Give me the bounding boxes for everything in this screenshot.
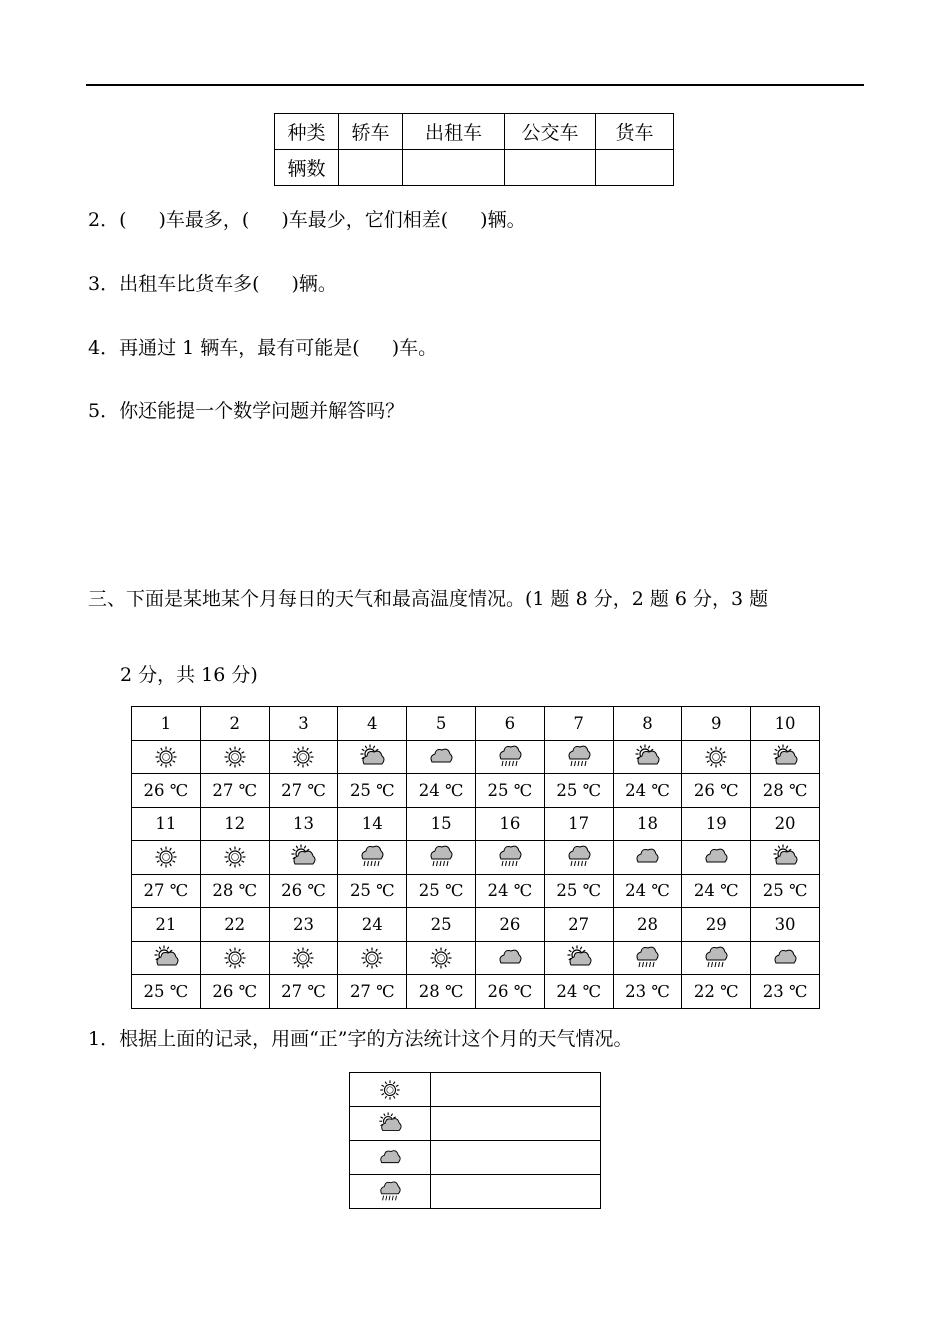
count-blank-cell[interactable] <box>339 150 403 186</box>
temperature-cell: 25 ℃ <box>751 874 820 908</box>
temperature-cell: 24 ℃ <box>407 774 476 808</box>
tally-icon-cell <box>350 1141 431 1175</box>
type-header-cell: 种类 <box>275 114 339 150</box>
temperature-cell: 27 ℃ <box>338 975 407 1009</box>
type-truck-cell: 货车 <box>596 114 674 150</box>
partly-cloudy-icon <box>359 744 385 770</box>
day-number-cell: 28 <box>613 908 682 942</box>
rainy-icon <box>359 844 385 870</box>
cloudy-icon <box>497 945 523 971</box>
section-3-question-1: 1．根据上面的记录，用画“正”字的方法统计这个月的天气情况。 <box>88 1028 633 1050</box>
cloudy-icon <box>703 844 729 870</box>
tally-table <box>349 1072 601 1209</box>
weather-icon-cell <box>613 941 682 975</box>
sunny-icon <box>703 744 729 770</box>
day-number-cell: 27 <box>544 908 613 942</box>
weather-icon-cell <box>338 841 407 875</box>
day-number-cell: 30 <box>751 908 820 942</box>
weather-icon-row <box>132 841 820 875</box>
type-taxi-cell: 出租车 <box>403 114 505 150</box>
temperature-cell: 26 ℃ <box>682 774 751 808</box>
weather-icon-cell <box>544 740 613 774</box>
day-number-cell: 7 <box>544 707 613 741</box>
question-text: 出租车比货车多( <box>119 273 260 295</box>
sunny-icon <box>222 744 248 770</box>
weather-icon-cell <box>200 941 269 975</box>
day-number-cell: 11 <box>132 807 201 841</box>
day-number-cell: 21 <box>132 908 201 942</box>
weather-icon-cell <box>269 941 338 975</box>
tally-icon-cell <box>350 1175 431 1209</box>
weather-day-row <box>132 908 820 942</box>
temperature-cell: 25 ℃ <box>338 874 407 908</box>
question-5 <box>88 396 404 423</box>
day-number-cell: 22 <box>200 908 269 942</box>
rainy-icon <box>566 744 592 770</box>
weather-table <box>131 706 820 1009</box>
day-number-cell: 19 <box>682 807 751 841</box>
day-number-cell: 12 <box>200 807 269 841</box>
day-number-cell: 24 <box>338 908 407 942</box>
temperature-cell: 26 ℃ <box>132 774 201 808</box>
weather-icon-cell <box>338 740 407 774</box>
question-text: )车最多，( <box>158 209 250 231</box>
question-text: )车。 <box>391 337 438 359</box>
tally-answer-cell[interactable] <box>431 1073 601 1107</box>
header-rule <box>86 84 864 86</box>
count-blank-cell[interactable] <box>403 150 505 186</box>
cloudy-icon <box>772 945 798 971</box>
temperature-cell: 22 ℃ <box>682 975 751 1009</box>
day-number-cell: 25 <box>407 908 476 942</box>
question-text: )辆。 <box>480 209 526 231</box>
cloudy-icon <box>378 1146 402 1170</box>
temperature-cell: 25 ℃ <box>544 774 613 808</box>
temperature-cell: 24 ℃ <box>613 874 682 908</box>
temperature-cell: 25 ℃ <box>338 774 407 808</box>
day-number-cell: 18 <box>613 807 682 841</box>
question-4 <box>88 333 437 360</box>
weather-icon-cell <box>269 740 338 774</box>
tally-answer-cell[interactable] <box>431 1107 601 1141</box>
weather-icon-cell <box>682 841 751 875</box>
question-text: )辆。 <box>291 273 337 295</box>
question-3 <box>88 269 337 296</box>
weather-icon-cell <box>407 841 476 875</box>
rainy-icon <box>566 844 592 870</box>
temperature-cell: 24 ℃ <box>613 774 682 808</box>
temperature-cell: 27 ℃ <box>200 774 269 808</box>
day-number-cell: 17 <box>544 807 613 841</box>
weather-icon-cell <box>751 740 820 774</box>
temperature-cell: 26 ℃ <box>475 975 544 1009</box>
tally-answer-cell[interactable] <box>431 1175 601 1209</box>
day-number-cell: 9 <box>682 707 751 741</box>
weather-icon-cell <box>682 941 751 975</box>
temperature-cell: 24 ℃ <box>544 975 613 1009</box>
weather-icon-cell <box>544 941 613 975</box>
partly-cloudy-icon <box>378 1112 402 1136</box>
tally-row <box>350 1073 601 1107</box>
temperature-cell: 25 ℃ <box>132 975 201 1009</box>
day-number-cell: 29 <box>682 908 751 942</box>
sunny-icon <box>222 844 248 870</box>
temperature-cell: 28 ℃ <box>200 874 269 908</box>
tally-row <box>350 1141 601 1175</box>
weather-icon-cell <box>132 841 201 875</box>
tally-answer-cell[interactable] <box>431 1141 601 1175</box>
weather-icon-cell <box>751 841 820 875</box>
question-number: 3． <box>88 273 120 295</box>
temperature-cell: 24 ℃ <box>682 874 751 908</box>
partly-cloudy-icon <box>772 744 798 770</box>
weather-icon-cell <box>613 841 682 875</box>
weather-day-row <box>132 707 820 741</box>
day-number-cell: 4 <box>338 707 407 741</box>
sunny-icon <box>378 1078 402 1102</box>
question-text: ( <box>119 209 127 231</box>
rainy-icon <box>634 945 660 971</box>
type-bus-cell: 公交车 <box>505 114 596 150</box>
sunny-icon <box>290 744 316 770</box>
question-text: )车最少，它们相差( <box>281 209 449 231</box>
weather-icon-cell <box>200 740 269 774</box>
day-number-cell: 6 <box>475 707 544 741</box>
count-blank-cell[interactable] <box>505 150 596 186</box>
day-number-cell: 14 <box>338 807 407 841</box>
weather-icon-cell <box>751 941 820 975</box>
day-number-cell: 3 <box>269 707 338 741</box>
section-3-title-cont: 2 分，共 16 分) <box>120 664 258 686</box>
temperature-cell: 25 ℃ <box>544 874 613 908</box>
day-number-cell: 13 <box>269 807 338 841</box>
tally-row <box>350 1175 601 1209</box>
question-number: 2． <box>88 209 120 231</box>
count-header-cell: 辆数 <box>275 150 339 186</box>
partly-cloudy-icon <box>772 844 798 870</box>
type-sedan-cell: 轿车 <box>339 114 403 150</box>
tally-icon-cell <box>350 1107 431 1141</box>
sunny-icon <box>290 945 316 971</box>
sunny-icon <box>359 945 385 971</box>
sunny-icon <box>153 844 179 870</box>
day-number-cell: 1 <box>132 707 201 741</box>
cloudy-icon <box>428 744 454 770</box>
weather-icon-cell <box>475 740 544 774</box>
sunny-icon <box>428 945 454 971</box>
weather-icon-cell <box>407 941 476 975</box>
question-text: 再通过 1 辆车，最有可能是( <box>119 337 360 359</box>
temperature-cell: 24 ℃ <box>475 874 544 908</box>
temperature-cell: 28 ℃ <box>751 774 820 808</box>
day-number-cell: 15 <box>407 807 476 841</box>
temperature-cell: 25 ℃ <box>475 774 544 808</box>
temperature-cell: 27 ℃ <box>269 975 338 1009</box>
question-number: 5． <box>88 400 120 422</box>
day-number-cell: 16 <box>475 807 544 841</box>
sunny-icon <box>222 945 248 971</box>
weather-icon-cell <box>132 740 201 774</box>
temperature-cell: 25 ℃ <box>407 874 476 908</box>
vehicle-table-header-row <box>275 114 674 150</box>
cloudy-icon <box>634 844 660 870</box>
temperature-cell: 23 ℃ <box>751 975 820 1009</box>
day-number-cell: 23 <box>269 908 338 942</box>
weather-icon-cell <box>200 841 269 875</box>
question-text: 你还能提一个数学问题并解答吗？ <box>119 400 405 422</box>
partly-cloudy-icon <box>153 945 179 971</box>
weather-temp-row <box>132 975 820 1009</box>
section-3-title: 三、下面是某地某个月每日的天气和最高温度情况。(1 题 8 分，2 题 6 分，3 题 <box>88 588 769 610</box>
temperature-cell: 26 ℃ <box>200 975 269 1009</box>
weather-icon-cell <box>544 841 613 875</box>
rainy-icon <box>428 844 454 870</box>
partly-cloudy-icon <box>566 945 592 971</box>
weather-icon-row <box>132 740 820 774</box>
weather-day-row <box>132 807 820 841</box>
day-number-cell: 20 <box>751 807 820 841</box>
weather-icon-row <box>132 941 820 975</box>
rainy-icon <box>703 945 729 971</box>
weather-temp-row <box>132 874 820 908</box>
sunny-icon <box>153 744 179 770</box>
day-number-cell: 5 <box>407 707 476 741</box>
rainy-icon <box>497 844 523 870</box>
temperature-cell: 23 ℃ <box>613 975 682 1009</box>
tally-row <box>350 1107 601 1141</box>
weather-icon-cell <box>338 941 407 975</box>
day-number-cell: 10 <box>751 707 820 741</box>
day-number-cell: 2 <box>200 707 269 741</box>
day-number-cell: 8 <box>613 707 682 741</box>
weather-icon-cell <box>407 740 476 774</box>
rainy-icon <box>378 1180 402 1204</box>
weather-icon-cell <box>682 740 751 774</box>
weather-icon-cell <box>269 841 338 875</box>
tally-icon-cell <box>350 1073 431 1107</box>
partly-cloudy-icon <box>290 844 316 870</box>
vehicle-table <box>274 113 674 186</box>
rainy-icon <box>497 744 523 770</box>
vehicle-table-count-row <box>275 150 674 186</box>
count-blank-cell[interactable] <box>596 150 674 186</box>
weather-icon-cell <box>475 841 544 875</box>
weather-icon-cell <box>613 740 682 774</box>
weather-icon-cell <box>475 941 544 975</box>
question-number: 4． <box>88 337 120 359</box>
day-number-cell: 26 <box>475 908 544 942</box>
temperature-cell: 26 ℃ <box>269 874 338 908</box>
question-2 <box>88 205 526 232</box>
temperature-cell: 28 ℃ <box>407 975 476 1009</box>
temperature-cell: 27 ℃ <box>269 774 338 808</box>
weather-temp-row <box>132 774 820 808</box>
weather-icon-cell <box>132 941 201 975</box>
partly-cloudy-icon <box>634 744 660 770</box>
temperature-cell: 27 ℃ <box>132 874 201 908</box>
